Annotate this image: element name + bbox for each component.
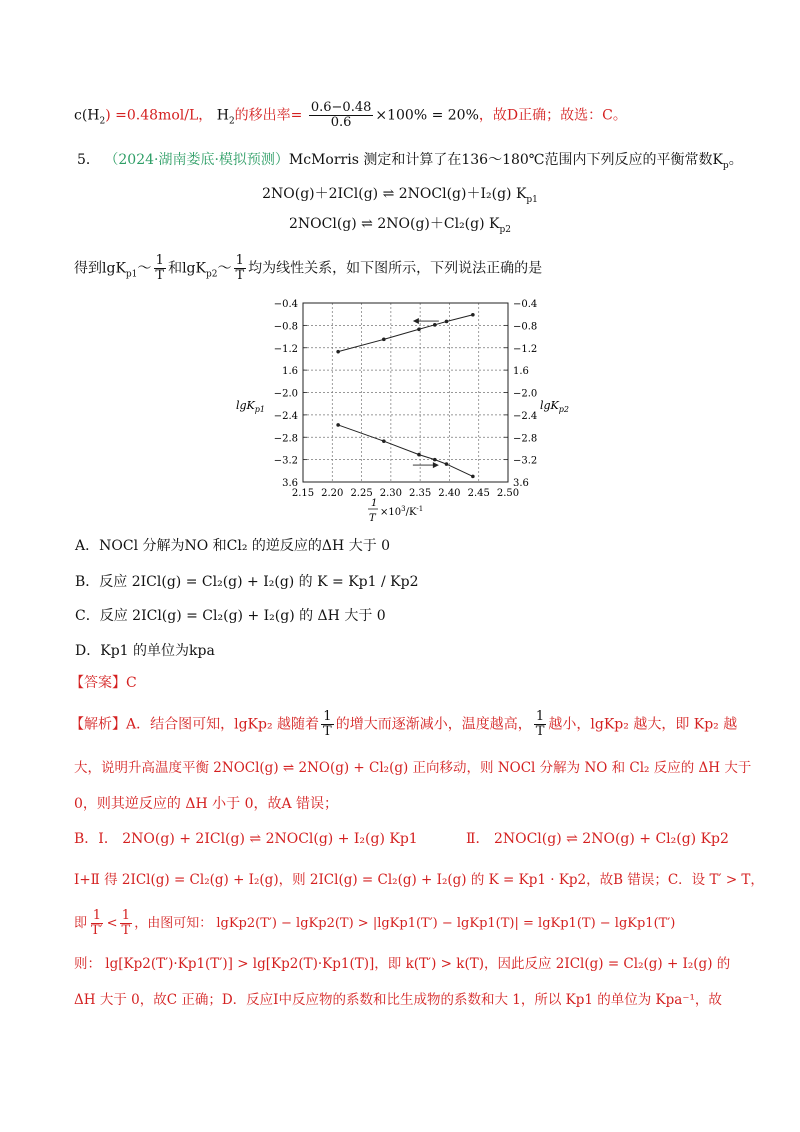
analysis-l3: 0，则其逆反应的 ΔH 小于 0，故A 错误； [74, 796, 339, 812]
equation-2 [0, 213, 800, 235]
trend-arrow-head [433, 462, 439, 468]
analysis-line-4b [466, 829, 729, 849]
question-number: 5． [77, 152, 100, 168]
concentration-text: ) =0.48mol/L， [105, 107, 213, 124]
y-right-tick-label: −3.2 [513, 455, 538, 467]
y-left-tick-label: −2.4 [273, 410, 298, 422]
option-a [75, 536, 390, 556]
intro-line [74, 254, 542, 284]
option-c [75, 606, 386, 626]
kp-sub: p [722, 160, 729, 171]
rate-label: 的移出率= [234, 107, 303, 124]
data-point-lgK_p1 [471, 313, 475, 317]
y-right-tick-label: 3.6 [513, 478, 529, 489]
h2-sub: 2 [228, 116, 235, 127]
analysis-label: 【解析】 [70, 716, 126, 733]
data-point-lgK_p1 [433, 323, 437, 327]
y-left-tick-label: −2.8 [273, 433, 298, 445]
x-tick-label: 2.40 [438, 488, 461, 499]
question-header [77, 150, 743, 176]
y-left-tick-label: 1.6 [282, 366, 298, 378]
option-a-letter: A． [75, 538, 100, 554]
intro-frac2-num: 1 [235, 253, 244, 268]
sub-2: 2 [99, 116, 106, 127]
data-point-lgK_p2 [336, 423, 340, 427]
analysis-l8: ΔH 大于 0，故C 正确；D．反应Ⅰ中反应物的系数和比生成物的系数和大 1，所以 Kp1 的单位为 Kpa⁻¹，故 [74, 992, 722, 1008]
x-tick-label: 2.25 [350, 488, 373, 499]
option-a-text: NOCl 分解为NO 和Cl₂ 的逆反应的ΔH 大于 0 [99, 538, 391, 554]
answer-line [70, 673, 137, 693]
h2-symbol: H [216, 107, 229, 124]
option-b-text: 反应 2ICl(g) = Cl₂(g) + I₂(g) 的 K = Kp1 / Kp2 [99, 574, 419, 590]
y-right-tick-label: −0.4 [513, 299, 538, 310]
analysis-frac-1 [321, 710, 334, 739]
option-d [75, 641, 215, 661]
analysis-l5: Ⅰ+Ⅱ 得 2ICl(g) = Cl₂(g) + I₂(g)，则 2ICl(g) = Cl₂(g) + I₂(g) 的 K = Kp1 · Kp2，故B 错误；C．设 T′ > T， [74, 872, 764, 888]
rate-fraction [309, 101, 374, 130]
analysis-line-7 [74, 954, 730, 974]
answer-label: 【答案】 [70, 675, 126, 691]
y-right-tick-label: −2.8 [513, 433, 538, 445]
y-right-tick-label: −1.2 [513, 343, 538, 355]
question-end: 。 [728, 152, 743, 168]
data-point-lgK_p2 [471, 475, 475, 479]
x-tick-label: 2.30 [379, 488, 402, 499]
eq1-text: 2NO(g)＋2ICl(g) ⇌ 2NOCl(g)＋I₂(g) K [262, 186, 527, 202]
option-c-text: 反应 2ICl(g) = Cl₂(g) + I₂(g) 的 ΔH 大于 0 [99, 608, 386, 624]
intro-frac1-den: T [155, 268, 165, 283]
eq1-sub: p1 [526, 194, 538, 205]
option-b [75, 572, 419, 592]
previous-answer-line [74, 101, 627, 131]
c-h2-prefix: c(H [74, 107, 100, 124]
x-label-num: 1 [371, 498, 378, 509]
analysis-l1a: A．结合图可知，lgKp₂ 越随着 [126, 716, 320, 733]
y-right-tick-label: 1.6 [513, 366, 529, 378]
equilibrium-chart [220, 293, 569, 525]
intro-frac2-den: T [235, 268, 245, 283]
x-axis-label [368, 498, 423, 524]
analysis-frac-2 [534, 710, 547, 739]
intro-fraction-1 [153, 254, 166, 283]
chart-grid [303, 303, 508, 482]
analysis-frac3-den: T′ [91, 923, 103, 938]
kp-symbol: K [712, 152, 723, 168]
x-tick-label: 2.20 [321, 488, 344, 499]
y-right-tick-label: −2.0 [513, 388, 538, 400]
data-point-lgK_p1 [336, 350, 340, 354]
intro-frac1-num: 1 [155, 253, 164, 268]
y-left-tick-labels [274, 299, 298, 489]
analysis-l6b: ，由图可知： lgKp2(T′) − lgKp2(T) > |lgKp1(T′) − lgKp1(T)| = lgKp1(T) − lgKp1(T′) [134, 916, 676, 931]
question-source: （2024·湖南娄底·模拟预测） [104, 152, 289, 168]
x-tick-label: 2.35 [409, 488, 432, 499]
trend-arrow-head [413, 318, 419, 324]
data-point-lgK_p2 [433, 458, 437, 462]
rate-frac-den: 0.6 [330, 115, 352, 130]
intro-sub2: p2 [205, 269, 218, 280]
option-c-letter: C． [75, 608, 100, 624]
eq2-text: 2NOCl(g) ⇌ 2NO(g)＋Cl₂(g) K [289, 216, 500, 232]
eq2-sub: p2 [499, 224, 511, 235]
chart-series [336, 313, 474, 478]
rate-frac-num: 0.6−0.48 [310, 100, 372, 115]
analysis-line-5 [74, 870, 764, 890]
x-tick-label: 2.45 [467, 488, 490, 499]
analysis-line-1 [70, 710, 737, 739]
analysis-l1c: 越小，lgKp₂ 越大，即 Kp₂ 越 [548, 716, 738, 733]
analysis-line-3 [74, 794, 338, 814]
analysis-line-8 [74, 990, 722, 1010]
analysis-line-6 [74, 909, 675, 938]
x-tick-labels [292, 488, 519, 499]
analysis-frac2-den: T [535, 724, 545, 739]
analysis-l4b: Ⅱ． 2NOCl(g) ⇌ 2NO(g) + Cl₂(g) Kp2 [466, 831, 729, 847]
x-label-units: $\times 10^3/K^{-1}$ [380, 505, 424, 518]
analysis-l4a: B．Ⅰ． 2NO(g) + 2ICl(g) ⇌ 2NOCl(g) + I₂(g) Kp1 [74, 831, 418, 847]
analysis-line-2 [74, 758, 751, 778]
data-point-lgK_p2 [445, 462, 449, 466]
data-point-lgK_p1 [417, 327, 421, 331]
question-text: McMorris 测定和计算了在136～180℃范围内下列反应的平衡常数 [288, 152, 713, 168]
intro-sub1: p1 [125, 269, 138, 280]
y-left-tick-label: −2.0 [273, 388, 298, 400]
y-left-axis-label: lgK$_{p1}$ [236, 399, 265, 414]
analysis-frac2-num: 1 [535, 709, 545, 724]
intro-a: 得到lgK [74, 260, 126, 277]
intro-e: 均为线性关系，如下图所示，下列说法正确的是 [248, 260, 543, 277]
intro-fraction-2 [233, 254, 246, 283]
plot-frame [303, 303, 508, 482]
rate-tail: ×100% = 20% [375, 107, 479, 124]
x-tick-label: 2.15 [291, 488, 315, 499]
analysis-frac3-num: 1 [92, 908, 101, 923]
data-point-lgK_p2 [382, 439, 386, 443]
x-label-den: T [369, 513, 376, 524]
y-left-tick-label: −1.2 [273, 343, 298, 355]
answer-value: C [126, 675, 137, 691]
analysis-l7: 则： lg[Kp2(T′)·Kp1(T′)] > lg[Kp2(T)·Kp1(T)]，即 k(T′) > k(T)，因此反应 2ICl(g) = Cl₂(g) + I₂(g) 的 [74, 956, 731, 972]
equation-1 [0, 183, 800, 205]
series-line-lgK_p1 [338, 315, 473, 352]
data-point-lgK_p1 [445, 320, 449, 324]
data-point-lgK_p2 [417, 453, 421, 457]
analysis-l6a: 即 [74, 916, 88, 931]
analysis-frac-3 [89, 909, 105, 938]
analysis-frac4-den: T [121, 923, 131, 938]
y-left-tick-label: 3.6 [282, 478, 298, 489]
intro-c: 和lgK [168, 260, 206, 277]
y-left-tick-label: −3.2 [273, 455, 298, 467]
y-left-tick-label: −0.4 [273, 299, 298, 310]
option-d-letter: D． [75, 643, 101, 659]
conclusion-text: ，故D正确；故选：C。 [478, 107, 627, 124]
analysis-line-4 [74, 829, 418, 849]
series-line-lgK_p2 [338, 425, 473, 476]
y-right-axis-label: lgK$_{p2}$ [540, 399, 569, 414]
data-point-lgK_p1 [382, 338, 386, 342]
option-d-text: Kp1 的单位为kpa [100, 643, 215, 659]
analysis-l2: 大，说明升高温度平衡 2NOCl(g) ⇌ 2NO(g) + Cl₂(g) 正向移动，则 NOCl 分解为 NO 和 Cl₂ 反应的 ΔH 大于 [74, 760, 752, 776]
analysis-less-than: < [106, 916, 118, 931]
y-right-tick-label: −0.8 [513, 321, 538, 333]
analysis-frac1-num: 1 [323, 709, 332, 724]
x-tick-label: 2.50 [496, 488, 520, 499]
intro-b: ～ [137, 260, 152, 277]
y-right-tick-label: −2.4 [513, 410, 538, 422]
analysis-frac-4 [120, 909, 133, 938]
intro-d: ～ [217, 260, 232, 277]
analysis-frac1-den: T [323, 724, 332, 739]
y-right-tick-labels [513, 299, 537, 489]
y-left-tick-label: −0.8 [273, 321, 298, 333]
analysis-l1b: 的增大而逐渐减小，温度越高， [335, 716, 532, 733]
analysis-frac4-num: 1 [121, 908, 131, 923]
option-b-letter: B． [75, 574, 100, 590]
